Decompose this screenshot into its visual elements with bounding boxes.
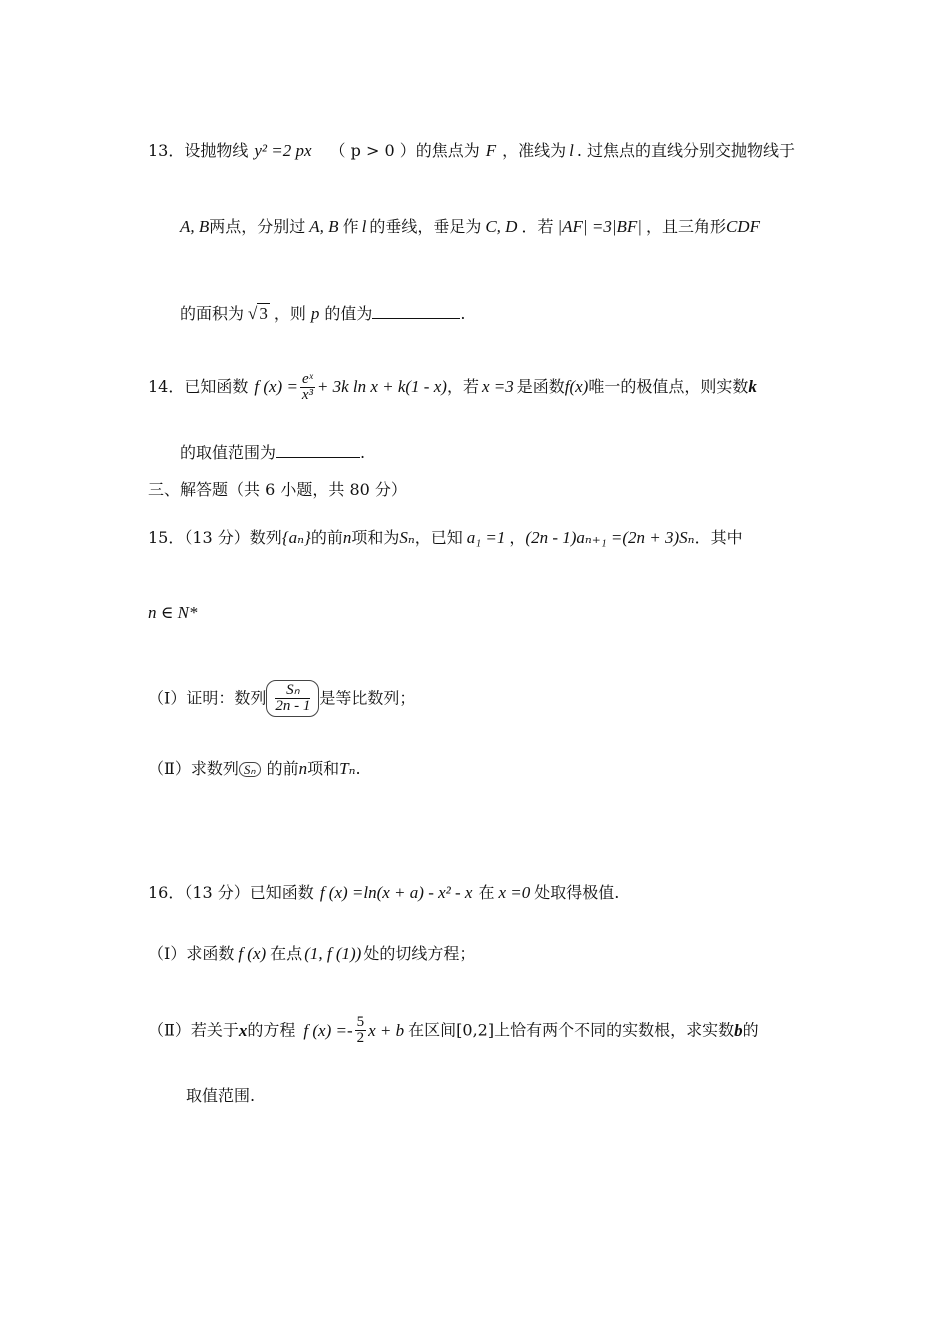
q14-k: k <box>748 377 757 396</box>
q16-text: 在区间[0,2]上恰有两个不同的实数根，求实数 <box>408 1020 735 1040</box>
q14-line2 <box>180 445 365 461</box>
q16-text: 16．（13 分）已知函数 <box>148 883 314 902</box>
q14-text: 唯一的极值点，则实数 <box>588 377 749 396</box>
q15-text: ，已知 <box>414 528 463 547</box>
q14-answer-blank <box>276 457 360 458</box>
q15-line2: n ∈ N* <box>148 603 198 622</box>
q15-recurrence: (2n - 1)aₙ₊₁ =(2n + 3)Sₙ <box>525 528 695 547</box>
q13-p: p <box>310 304 320 323</box>
q16-text: 在点 <box>270 944 303 963</box>
q13-text: 的值为 <box>324 304 373 323</box>
q15-an: {aₙ} <box>281 528 311 547</box>
q16-text: 在 <box>478 883 495 902</box>
q16-part1 <box>148 945 475 962</box>
q15-n2: n <box>298 759 308 778</box>
q15-part1 <box>148 680 415 717</box>
q16-frac-den: 2 <box>356 1030 365 1046</box>
q16-point: (1, f (1)) <box>304 944 362 963</box>
q13-text: 作 <box>342 217 359 236</box>
q15-part2 <box>148 760 361 777</box>
q14-x3: x =3 <box>481 377 514 396</box>
q13-line1 <box>148 142 795 159</box>
q15-text: 是等比数列； <box>319 688 416 708</box>
q15-text: 项和为 <box>351 528 400 547</box>
q14-frac-num: eˣ <box>301 371 313 387</box>
q15-comma: ， <box>509 528 526 547</box>
q14-fraction <box>300 372 315 403</box>
q13-AB: A, B <box>180 217 210 236</box>
q13-l2: l <box>361 217 367 236</box>
q16-fx: f (x) =ln(x + a) - x² - x <box>319 883 473 902</box>
q16-part2 <box>148 1015 759 1046</box>
q14-rest: + 3k ln x + k(1 - x) <box>316 377 447 396</box>
q15-text: 15．（13 分）数列 <box>148 528 282 547</box>
q15-Sn: Sₙ <box>399 528 415 547</box>
q15-text: 的前 <box>310 528 343 547</box>
q13-text: （ p > 0 ）的焦点为 <box>329 141 480 160</box>
q15-text: 项和 <box>307 759 340 778</box>
q13-abs-eq: |AF| =3|BF| <box>557 217 642 236</box>
q16-x0: x =0 <box>498 883 531 902</box>
q13-F: F <box>485 141 497 160</box>
q16-b: b <box>734 1021 743 1040</box>
q16-line1 <box>148 884 619 901</box>
q14-fx2: f(x) <box>564 377 589 396</box>
q16-text: （Ⅱ）若关于 <box>148 1020 239 1040</box>
q14-line1 <box>148 372 757 403</box>
q15-sequence-brace <box>266 680 319 717</box>
q13-text: 的面积为 <box>180 304 245 323</box>
q15-n: n <box>342 528 352 547</box>
q15-text: 的前 <box>266 759 299 778</box>
q13-sqrt3: √ 3 <box>248 304 268 323</box>
q14-end: . <box>360 443 366 462</box>
q15-a1: a₁ =1 <box>466 528 506 547</box>
q13-answer-blank <box>372 318 460 319</box>
q16-p1-fx: f (x) <box>238 944 267 963</box>
q15-Tn: Tₙ <box>339 759 356 778</box>
q13-text: ．若 <box>521 217 554 236</box>
q14-text: 的取值范围为 <box>180 443 277 462</box>
q16-text: （Ⅰ）求函数 <box>148 944 235 963</box>
q13-line2 <box>180 218 760 235</box>
q13-parabola-eq: y² =2 px <box>254 141 312 160</box>
q14-text: 14．已知函数 <box>148 377 249 396</box>
q13-text: ，则 <box>273 304 306 323</box>
q15-frac-num: Sₙ <box>275 683 310 699</box>
q13-text: . 过焦点的直线分别交抛物线于 <box>576 141 796 160</box>
q13-CD: C, D <box>485 217 518 236</box>
q13-text: 的垂线，垂足为 <box>369 217 482 236</box>
q16-part2-line2: 取值范围. <box>186 1086 256 1105</box>
q14-text: ，若 <box>446 377 479 396</box>
q16-frac-num: 5 <box>356 1014 365 1030</box>
q16-text: 处取得极值. <box>534 883 620 902</box>
q14-text: 是函数 <box>516 377 565 396</box>
q16-x: x <box>238 1021 248 1040</box>
q16-fraction <box>355 1015 367 1046</box>
q16-text: 处的切线方程； <box>363 944 476 963</box>
q13-end: . <box>460 304 466 323</box>
q15-text: （Ⅱ）求数列 <box>148 759 239 778</box>
q13-l: l <box>569 141 574 160</box>
q13-sqrt-value: 3 <box>259 304 268 323</box>
q13-AB2: A, B <box>309 217 339 236</box>
q16-p2-rest: x + b <box>368 1021 405 1040</box>
q15-text: （Ⅰ）证明：数列 <box>148 688 267 708</box>
q15-frac-den: 2n - 1 <box>275 698 311 714</box>
q13-text: ，准线为 <box>502 141 567 160</box>
q13-text: ，且三角形 <box>645 217 726 236</box>
q15-Sn-seq: Sₙ <box>243 762 256 777</box>
q13-CDF: CDF <box>725 217 760 236</box>
q13-text: 两点，分别过 <box>209 217 306 236</box>
q16-text: 的 <box>742 1020 759 1040</box>
q13-line3 <box>180 305 465 322</box>
q15-line1 <box>148 529 743 546</box>
q15-text: ．其中 <box>694 528 743 547</box>
q14-frac-den: x³ <box>301 387 313 403</box>
q15-Sn-brace <box>239 762 261 777</box>
q16-p2-fx: f (x) =- <box>303 1021 353 1040</box>
q14-fx: f (x) = <box>254 377 298 396</box>
q16-text: 的方程 <box>247 1020 296 1040</box>
q15-end: . <box>355 759 361 778</box>
section-heading: 三、解答题（共 6 小题，共 80 分） <box>148 480 407 499</box>
q15-fraction <box>275 683 310 714</box>
q13-text: 13．设抛物线 <box>148 141 249 160</box>
